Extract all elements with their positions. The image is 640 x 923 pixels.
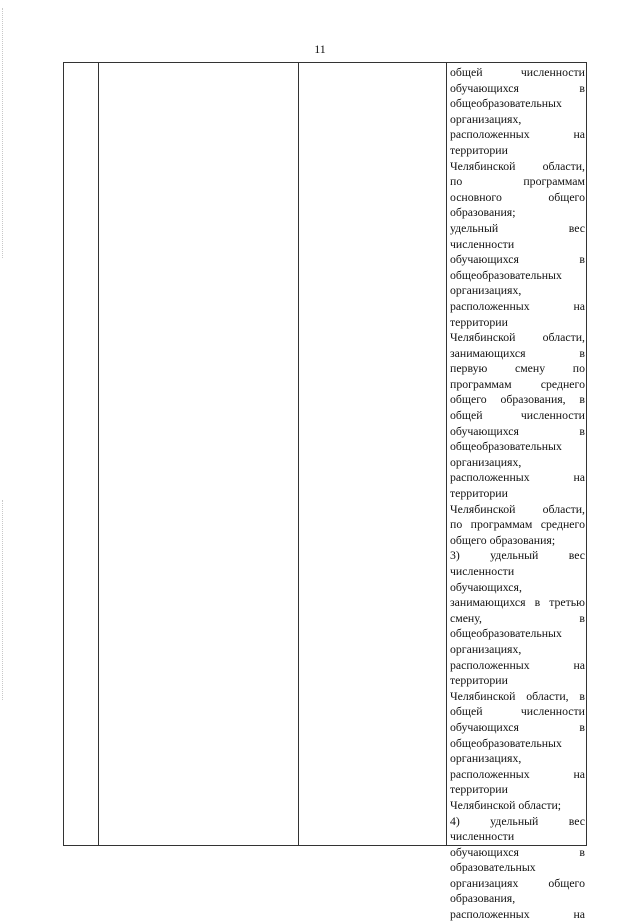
cell-text-line: общеобразовательных <box>450 626 562 641</box>
cell-text-line <box>450 127 585 143</box>
word: по <box>572 361 585 376</box>
cell-text-line: образовательных <box>450 860 536 875</box>
word: общей <box>450 704 483 719</box>
word: области, <box>542 501 585 516</box>
word: на <box>573 298 585 313</box>
cell-text-line <box>450 845 585 861</box>
word: на <box>573 657 585 672</box>
cell-text-line: территории <box>450 142 508 157</box>
cell-text-line: образования; <box>450 205 516 220</box>
word: третью <box>549 595 585 610</box>
cell-text-line <box>450 767 585 783</box>
scan-artifact-left-bottom <box>2 500 10 700</box>
cell-text-line <box>450 720 585 736</box>
word: области, <box>542 158 585 173</box>
word: занимающихся <box>450 595 526 610</box>
word: в <box>579 345 585 360</box>
word: в <box>579 844 585 859</box>
word: организациях <box>450 875 519 890</box>
document-table <box>63 62 587 922</box>
word: Челябинской <box>450 330 516 345</box>
word: расположенных <box>450 127 530 142</box>
word: на <box>573 127 585 142</box>
cell-text-line <box>450 424 585 440</box>
word: расположенных <box>450 657 530 672</box>
column-divider-2 <box>298 63 299 845</box>
cell-text-line: общего образования; <box>450 532 556 547</box>
cell-text-line <box>450 377 585 393</box>
word: Челябинской <box>450 158 516 173</box>
cell-text-line <box>450 689 585 705</box>
word: расположенных <box>450 298 530 313</box>
cell-text-line: численности <box>450 564 515 578</box>
cell-text-line: территории <box>450 782 508 797</box>
word: на <box>573 907 585 922</box>
table-cell-indicators <box>450 65 585 923</box>
cell-text-line: организациях, <box>450 641 522 656</box>
word: в <box>579 719 585 734</box>
word: Челябинской <box>450 501 516 516</box>
cell-text-line: обучающихся, <box>450 579 522 594</box>
cell-text-line <box>450 502 585 518</box>
cell-text-line: территории <box>450 314 508 329</box>
word: основного <box>450 189 502 204</box>
cell-text-line <box>450 814 585 830</box>
word: 3) <box>450 548 460 563</box>
word: удельный <box>490 548 539 563</box>
word: на <box>573 470 585 485</box>
cell-text-line <box>450 65 585 81</box>
cell-text-line: территории <box>450 673 508 688</box>
cell-text-line: территории <box>450 486 508 501</box>
word: программам <box>470 517 533 532</box>
word: расположенных <box>450 907 530 922</box>
word: Челябинской <box>450 688 516 703</box>
word: образования, <box>500 392 566 407</box>
cell-text-line: общеобразовательных <box>450 267 562 282</box>
word: удельный <box>450 220 499 235</box>
word: первую <box>450 361 488 376</box>
word: вес <box>568 220 585 235</box>
cell-text-line: численности <box>450 829 515 844</box>
cell-text-line: организациях, <box>450 111 522 126</box>
cell-text-line <box>450 517 585 533</box>
cell-text-line: общеобразовательных <box>450 439 562 454</box>
word: общей <box>450 408 483 423</box>
cell-text-line <box>450 252 585 268</box>
word: среднего <box>540 376 585 391</box>
word: общего <box>450 392 487 407</box>
word: смену <box>514 361 546 376</box>
word: численности <box>520 408 585 423</box>
word: смену, <box>450 610 482 625</box>
word: общего <box>548 189 585 204</box>
word: программам <box>450 376 512 391</box>
cell-text-line <box>450 159 585 175</box>
word: 4) <box>450 813 460 828</box>
cell-text-line: общеобразовательных <box>450 96 562 111</box>
cell-text-line <box>450 221 585 237</box>
cell-text-line <box>450 174 585 190</box>
cell-text-line <box>450 658 585 674</box>
word: в <box>579 392 585 407</box>
word: расположенных <box>450 766 530 781</box>
cell-text-line <box>450 595 585 611</box>
cell-text-line: численности <box>450 236 515 251</box>
word: на <box>573 766 585 781</box>
cell-text-line <box>450 611 585 627</box>
word: среднего <box>540 517 585 532</box>
cell-text-line <box>450 346 585 362</box>
word: численности <box>520 704 585 719</box>
cell-text-line: организациях, <box>450 454 522 469</box>
word: обучающихся <box>450 252 519 267</box>
page-number: 11 <box>314 42 326 56</box>
word: области, <box>542 330 585 345</box>
word: в <box>579 252 585 267</box>
word: в <box>579 610 585 625</box>
cell-text-line <box>450 392 585 408</box>
word: вес <box>568 813 585 828</box>
word: обучающихся <box>450 80 519 95</box>
word: расположенных <box>450 470 530 485</box>
word: занимающихся <box>450 345 526 360</box>
word: обучающихся <box>450 719 519 734</box>
cell-text-line <box>450 907 585 923</box>
word: в <box>579 423 585 438</box>
cell-text-line <box>450 361 585 377</box>
cell-text-line: общеобразовательных <box>450 735 562 750</box>
word: по <box>450 174 463 189</box>
column-divider-3 <box>446 63 447 845</box>
cell-text-line <box>450 330 585 346</box>
cell-text-line <box>450 876 585 892</box>
word: обучающихся <box>450 423 519 438</box>
cell-text-line: организациях, <box>450 283 522 298</box>
column-divider-1 <box>98 63 99 845</box>
word: области, <box>526 688 569 703</box>
cell-text-line <box>450 704 585 720</box>
cell-text-line <box>450 548 585 564</box>
cell-text-line <box>450 81 585 97</box>
cell-text-line <box>450 190 585 206</box>
word: в <box>579 688 585 703</box>
word: в <box>579 80 585 95</box>
cell-text-line: организациях, <box>450 751 522 766</box>
word: вес <box>568 548 585 563</box>
word: программам <box>523 174 585 189</box>
word: численности <box>520 65 585 79</box>
cell-text-line: Челябинской области; <box>450 797 562 812</box>
word: в <box>534 595 541 610</box>
word: удельный <box>490 813 539 828</box>
cell-text-line <box>450 408 585 424</box>
word: общего <box>548 875 585 890</box>
cell-text-line <box>450 470 585 486</box>
cell-text-line <box>450 299 585 315</box>
word: по <box>450 517 463 532</box>
word: общей <box>450 65 483 79</box>
cell-text-line: образования, <box>450 891 516 906</box>
word: обучающихся <box>450 844 519 859</box>
